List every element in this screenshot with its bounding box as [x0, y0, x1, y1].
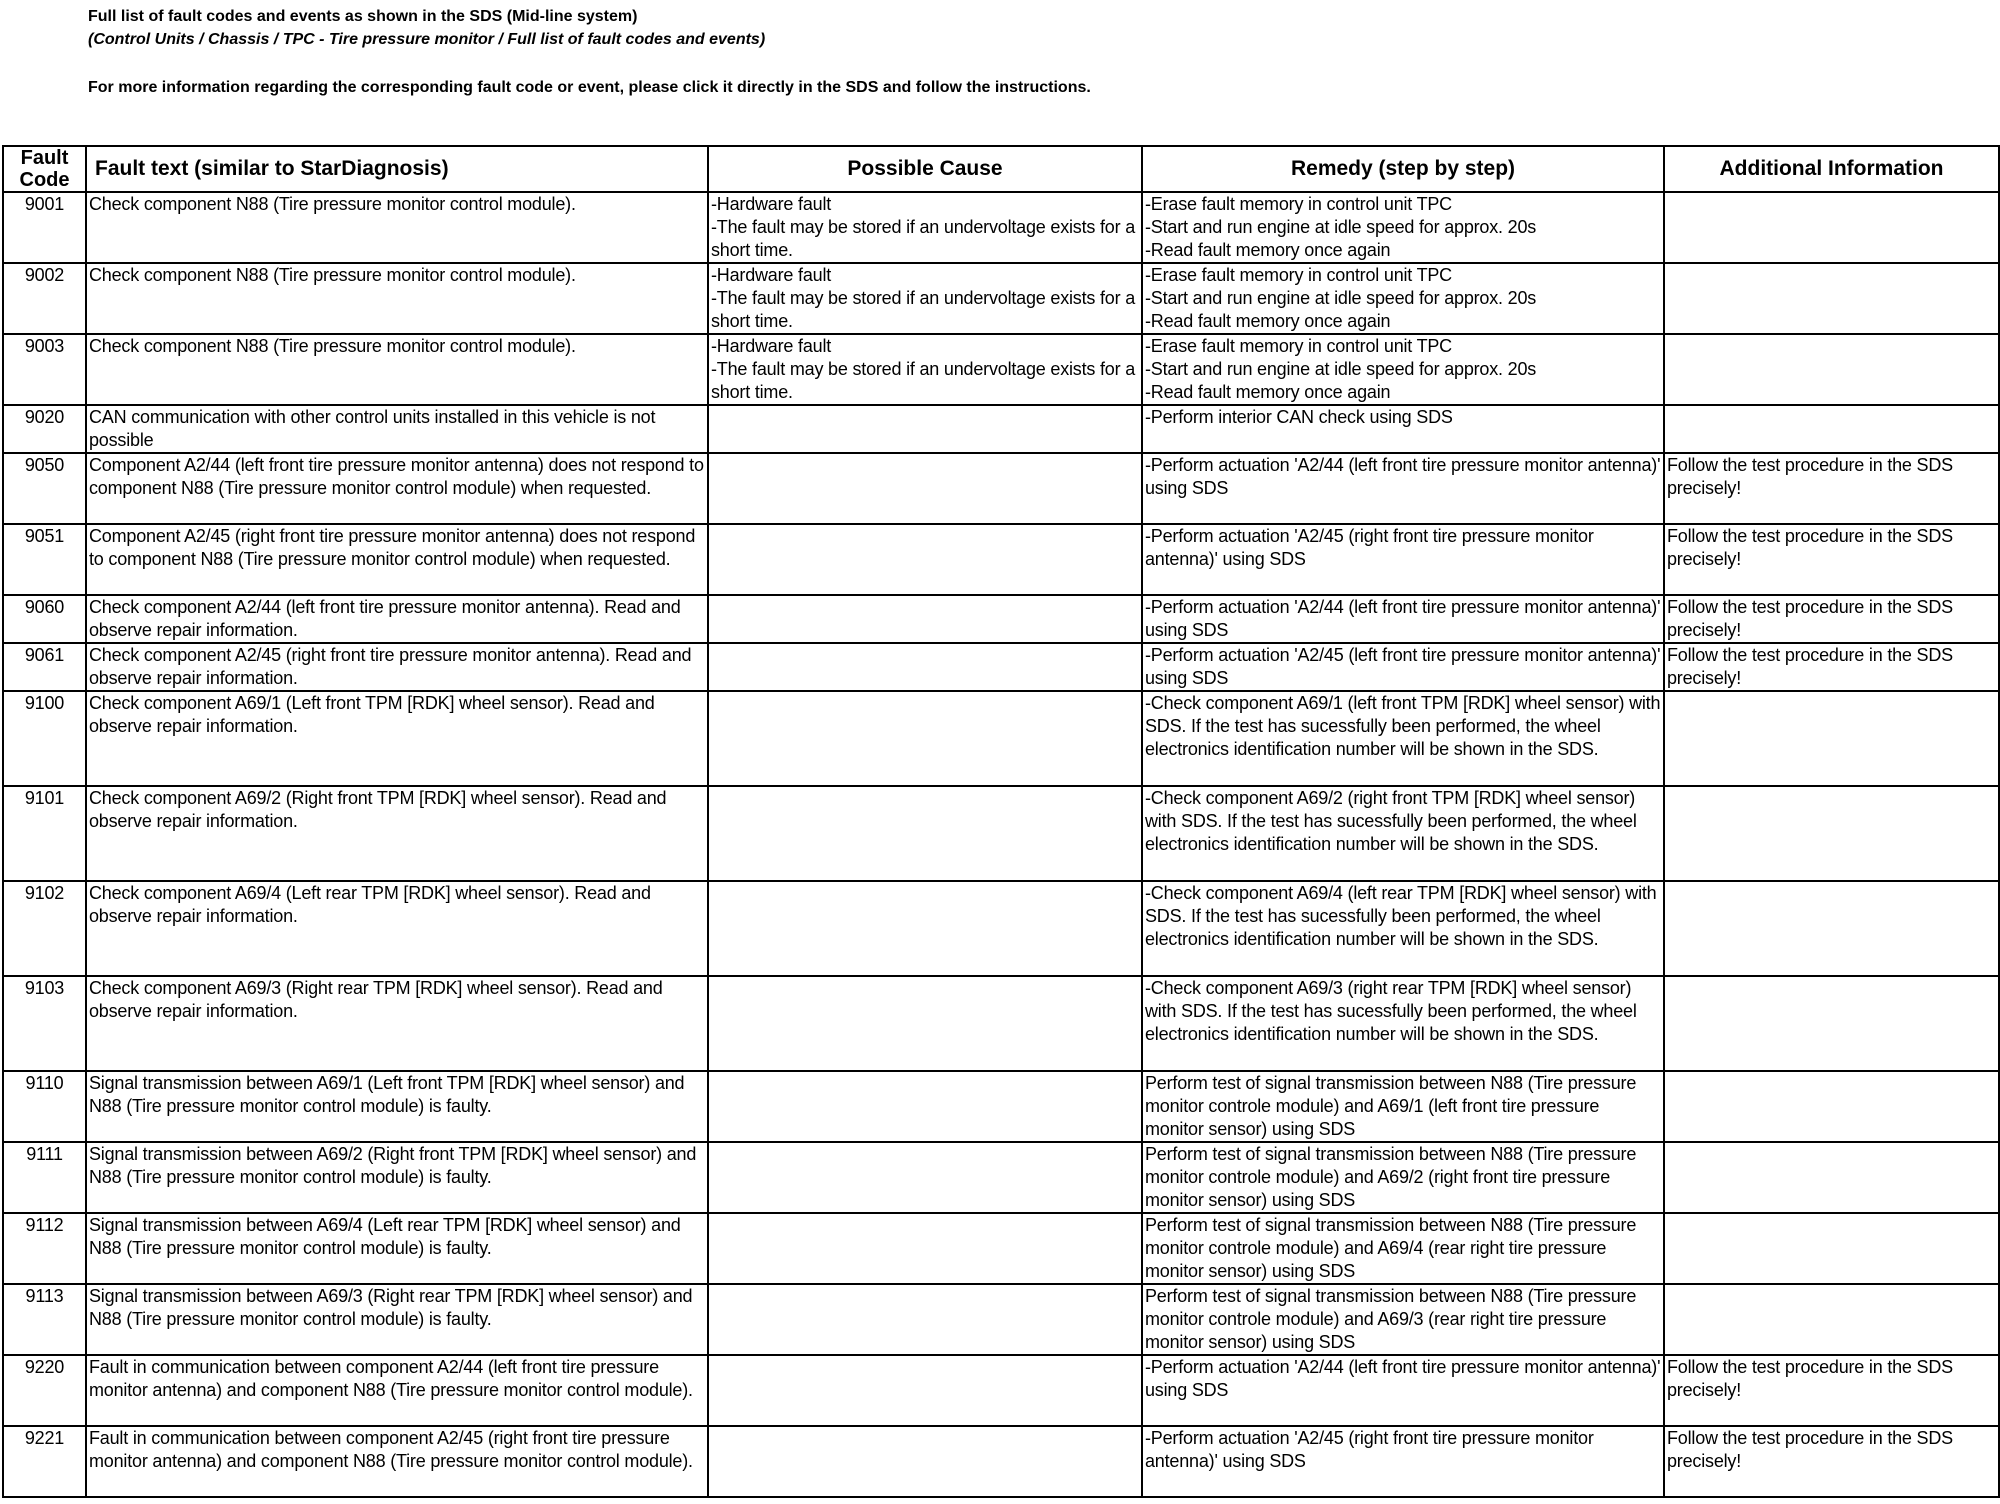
fault-text-cell: Check component A69/3 (Right rear TPM [RDK] wheel sensor). Read and observe repair information.	[86, 976, 708, 1071]
fault-text-cell: Component A2/45 (right front tire pressure monitor antenna) does not respond to component N88 (Tire pressure monitor control module) when requested.	[86, 524, 708, 595]
possible-cause-cell	[708, 524, 1142, 595]
remedy-cell: -Perform interior CAN check using SDS	[1142, 405, 1664, 453]
additional-info-cell	[1664, 691, 1999, 786]
fault-code-cell: 9100	[3, 691, 86, 786]
possible-cause-cell	[708, 1355, 1142, 1426]
additional-info-cell	[1664, 1142, 1999, 1213]
table-row	[3, 595, 1999, 643]
possible-cause-cell: -Hardware fault -The fault may be stored if an undervoltage exists for a short time.	[708, 192, 1142, 263]
additional-info-cell	[1664, 334, 1999, 405]
additional-info-cell: Follow the test procedure in the SDS precisely!	[1664, 643, 1999, 691]
fault-code-cell: 9103	[3, 976, 86, 1071]
fault-code-cell: 9003	[3, 334, 86, 405]
table-row	[3, 524, 1999, 595]
possible-cause-cell	[708, 1213, 1142, 1284]
additional-info-cell	[1664, 881, 1999, 976]
fault-code-cell: 9101	[3, 786, 86, 881]
table-row	[3, 881, 1999, 976]
fault-text-cell: Check component A2/45 (right front tire pressure monitor antenna). Read and observe repair information.	[86, 643, 708, 691]
table-row	[3, 691, 1999, 786]
fault-text-cell: Check component A69/4 (Left rear TPM [RDK] wheel sensor). Read and observe repair information.	[86, 881, 708, 976]
possible-cause-cell	[708, 595, 1142, 643]
table-row	[3, 1142, 1999, 1213]
fault-code-cell: 9060	[3, 595, 86, 643]
possible-cause-cell	[708, 1071, 1142, 1142]
additional-info-cell: Follow the test procedure in the SDS precisely!	[1664, 1355, 1999, 1426]
remedy-cell: -Check component A69/2 (right front TPM [RDK] wheel sensor) with SDS. If the test has sucessfully been performed, the wheel electronics identification number will be shown in the SDS.	[1142, 786, 1664, 881]
fault-code-cell: 9113	[3, 1284, 86, 1355]
remedy-cell: -Erase fault memory in control unit TPC -Start and run engine at idle speed for approx. 20s -Read fault memory once again	[1142, 334, 1664, 405]
table-row	[3, 786, 1999, 881]
col-header-additional-info: Additional Information	[1664, 146, 1999, 192]
remedy-cell: -Check component A69/1 (left front TPM [RDK] wheel sensor) with SDS. If the test has sucessfully been performed, the wheel electronics identification number will be shown in the SDS.	[1142, 691, 1664, 786]
remedy-cell: -Check component A69/3 (right rear TPM [RDK] wheel sensor) with SDS. If the test has sucessfully been performed, the wheel electronics identification number will be shown in the SDS.	[1142, 976, 1664, 1071]
col-header-fault-code: Fault Code	[3, 146, 86, 192]
table-row	[3, 1355, 1999, 1426]
table-row	[3, 334, 1999, 405]
remedy-cell: -Perform actuation 'A2/45 (right front tire pressure monitor antenna)' using SDS	[1142, 524, 1664, 595]
remedy-cell: -Erase fault memory in control unit TPC -Start and run engine at idle speed for approx. 20s -Read fault memory once again	[1142, 192, 1664, 263]
fault-text-cell: Signal transmission between A69/3 (Right rear TPM [RDK] wheel sensor) and N88 (Tire pressure monitor control module) is faulty.	[86, 1284, 708, 1355]
table-row	[3, 1426, 1999, 1497]
additional-info-cell	[1664, 263, 1999, 334]
fault-code-cell: 9061	[3, 643, 86, 691]
remedy-cell: Perform test of signal transmission between N88 (Tire pressure monitor controle module) and A69/3 (rear right tire pressure monitor sensor) using SDS	[1142, 1284, 1664, 1355]
possible-cause-cell	[708, 1284, 1142, 1355]
fault-text-cell: Component A2/44 (left front tire pressure monitor antenna) does not respond to component N88 (Tire pressure monitor control module) when requested.	[86, 453, 708, 524]
remedy-cell: Perform test of signal transmission between N88 (Tire pressure monitor controle module) and A69/1 (left front tire pressure monitor sensor) using SDS	[1142, 1071, 1664, 1142]
remedy-cell: -Perform actuation 'A2/44 (left front tire pressure monitor antenna)' using SDS	[1142, 453, 1664, 524]
table-header-row	[3, 146, 1999, 192]
fault-code-cell: 9220	[3, 1355, 86, 1426]
fault-code-cell: 9102	[3, 881, 86, 976]
possible-cause-cell: -Hardware fault -The fault may be stored if an undervoltage exists for a short time.	[708, 263, 1142, 334]
fault-text-cell: Check component N88 (Tire pressure monitor control module).	[86, 263, 708, 334]
fault-code-cell: 9001	[3, 192, 86, 263]
possible-cause-cell	[708, 405, 1142, 453]
possible-cause-cell	[708, 453, 1142, 524]
table-row	[3, 976, 1999, 1071]
document-subtitle: (Control Units / Chassis / TPC - Tire pressure monitor / Full list of fault codes and events)	[88, 31, 766, 48]
table-row	[3, 1284, 1999, 1355]
possible-cause-cell	[708, 786, 1142, 881]
additional-info-cell	[1664, 786, 1999, 881]
additional-info-cell	[1664, 405, 1999, 453]
fault-text-cell: Fault in communication between component A2/44 (left front tire pressure monitor antenna) and component N88 (Tire pressure monitor control module).	[86, 1355, 708, 1426]
remedy-cell: -Perform actuation 'A2/45 (left front tire pressure monitor antenna)' using SDS	[1142, 643, 1664, 691]
additional-info-cell	[1664, 976, 1999, 1071]
fault-code-cell: 9002	[3, 263, 86, 334]
fault-text-cell: Signal transmission between A69/4 (Left rear TPM [RDK] wheel sensor) and N88 (Tire pressure monitor control module) is faulty.	[86, 1213, 708, 1284]
possible-cause-cell	[708, 1142, 1142, 1213]
fault-text-cell: Fault in communication between component A2/45 (right front tire pressure monitor antenna) and component N88 (Tire pressure monitor control module).	[86, 1426, 708, 1497]
remedy-cell: Perform test of signal transmission between N88 (Tire pressure monitor controle module) and A69/2 (right front tire pressure monitor sensor) using SDS	[1142, 1142, 1664, 1213]
additional-info-cell	[1664, 192, 1999, 263]
fault-code-cell: 9050	[3, 453, 86, 524]
additional-info-cell: Follow the test procedure in the SDS precisely!	[1664, 453, 1999, 524]
remedy-cell: Perform test of signal transmission between N88 (Tire pressure monitor controle module) and A69/4 (rear right tire pressure monitor sensor) using SDS	[1142, 1213, 1664, 1284]
additional-info-cell	[1664, 1071, 1999, 1142]
fault-code-cell: 9221	[3, 1426, 86, 1497]
additional-info-cell	[1664, 1284, 1999, 1355]
col-header-fault-text: Fault text (similar to StarDiagnosis)	[86, 146, 708, 192]
possible-cause-cell	[708, 643, 1142, 691]
fault-code-cell: 9051	[3, 524, 86, 595]
fault-text-cell: Signal transmission between A69/2 (Right front TPM [RDK] wheel sensor) and N88 (Tire pressure monitor control module) is faulty.	[86, 1142, 708, 1213]
table-row	[3, 643, 1999, 691]
remedy-cell: -Perform actuation 'A2/44 (left front tire pressure monitor antenna)' using SDS	[1142, 1355, 1664, 1426]
fault-code-cell: 9112	[3, 1213, 86, 1284]
possible-cause-cell: -Hardware fault -The fault may be stored if an undervoltage exists for a short time.	[708, 334, 1142, 405]
remedy-cell: -Perform actuation 'A2/44 (left front tire pressure monitor antenna)' using SDS	[1142, 595, 1664, 643]
remedy-cell: -Perform actuation 'A2/45 (right front tire pressure monitor antenna)' using SDS	[1142, 1426, 1664, 1497]
possible-cause-cell	[708, 976, 1142, 1071]
document-title: Full list of fault codes and events as shown in the SDS (Mid-line system)	[88, 8, 638, 25]
possible-cause-cell	[708, 1426, 1142, 1497]
remedy-cell: -Erase fault memory in control unit TPC -Start and run engine at idle speed for approx. 20s -Read fault memory once again	[1142, 263, 1664, 334]
fault-code-cell: 9111	[3, 1142, 86, 1213]
fault-code-cell: 9110	[3, 1071, 86, 1142]
table-row	[3, 453, 1999, 524]
possible-cause-cell	[708, 881, 1142, 976]
fault-text-cell: Check component A69/2 (Right front TPM [RDK] wheel sensor). Read and observe repair information.	[86, 786, 708, 881]
possible-cause-cell	[708, 691, 1142, 786]
remedy-cell: -Check component A69/4 (left rear TPM [RDK] wheel sensor) with SDS. If the test has sucessfully been performed, the wheel electronics identification number will be shown in the SDS.	[1142, 881, 1664, 976]
instruction-note: For more information regarding the corresponding fault code or event, please click it directly in the SDS and follow the instructions.	[88, 79, 1091, 96]
fault-text-cell: Check component A2/44 (left front tire pressure monitor antenna). Read and observe repair information.	[86, 595, 708, 643]
table-row	[3, 192, 1999, 263]
additional-info-cell: Follow the test procedure in the SDS precisely!	[1664, 524, 1999, 595]
table-row	[3, 263, 1999, 334]
fault-text-cell: CAN communication with other control units installed in this vehicle is not possible	[86, 405, 708, 453]
fault-text-cell: Check component N88 (Tire pressure monitor control module).	[86, 334, 708, 405]
table-row	[3, 1213, 1999, 1284]
additional-info-cell: Follow the test procedure in the SDS precisely!	[1664, 595, 1999, 643]
table-row	[3, 405, 1999, 453]
fault-text-cell: Check component N88 (Tire pressure monitor control module).	[86, 192, 708, 263]
fault-text-cell: Check component A69/1 (Left front TPM [RDK] wheel sensor). Read and observe repair information.	[86, 691, 708, 786]
fault-code-cell: 9020	[3, 405, 86, 453]
fault-text-cell: Signal transmission between A69/1 (Left front TPM [RDK] wheel sensor) and N88 (Tire pressure monitor control module) is faulty.	[86, 1071, 708, 1142]
additional-info-cell: Follow the test procedure in the SDS precisely!	[1664, 1426, 1999, 1497]
table-row	[3, 1071, 1999, 1142]
col-header-remedy: Remedy (step by step)	[1142, 146, 1664, 192]
col-header-possible-cause: Possible Cause	[708, 146, 1142, 192]
fault-code-table	[2, 145, 2000, 1498]
additional-info-cell	[1664, 1213, 1999, 1284]
